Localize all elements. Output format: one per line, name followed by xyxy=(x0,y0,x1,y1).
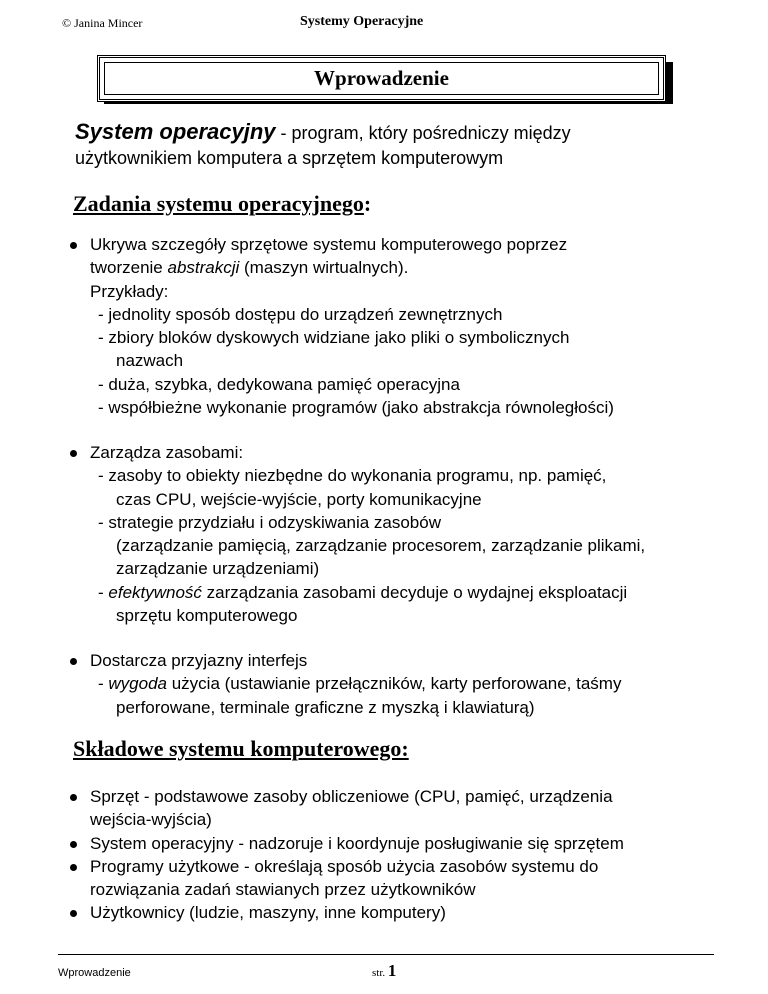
list-item xyxy=(70,855,730,902)
c3-b: rozwiązania zadań stawianych przez użytkowników xyxy=(90,880,476,900)
b3-convenience-term: wygoda xyxy=(108,674,167,694)
b2-s3rest: zarządzania zasobami decyduje o wydajnej eksploatacji xyxy=(201,582,628,602)
intro-line-1 xyxy=(75,120,715,146)
b1-l1: Ukrywa szczegóły sprzętowe systemu komputerowego poprzez xyxy=(90,235,568,254)
b2-s1b: czas CPU, wejście-wyjście, porty komunikacyjne xyxy=(116,489,482,509)
b2-sublist xyxy=(90,464,730,627)
c4-a: Użytkownicy (ludzie, maszyny, inne komputery) xyxy=(90,903,446,923)
bullet-icon xyxy=(70,242,77,249)
c2-a: System operacyjny - nadzoruje i koordynuje posługiwanie się sprzętem xyxy=(90,833,624,853)
list-item xyxy=(70,441,730,627)
b2-s1a: - zasoby to obiekty niezbędne do wykonania programu, np. pamięć, xyxy=(98,466,607,486)
b3-l1: Dostarcza przyjazny interfejs xyxy=(90,651,308,670)
intro-line-2: użytkownikiem komputera a sprzętem komputerowym xyxy=(75,148,504,168)
b1-l2a: tworzenie xyxy=(90,258,168,278)
course-header: Systemy Operacyjne xyxy=(300,14,424,29)
list-item xyxy=(70,901,730,924)
b2-s2 xyxy=(98,511,730,581)
bullet-icon xyxy=(70,794,77,801)
b2-s2c: zarządzanie urządzeniami) xyxy=(116,559,320,579)
tasks-list-3 xyxy=(70,649,730,719)
bullet-icon xyxy=(70,658,77,665)
list-item xyxy=(70,785,730,832)
intro-definition xyxy=(75,120,715,170)
c3-a: Programy użytkowe - określają sposób użycia zasobów systemu do xyxy=(90,856,599,876)
list-item xyxy=(70,649,730,719)
footer-section: Wprowadzenie xyxy=(58,967,131,979)
b3-s1 xyxy=(98,672,730,719)
page-number: 1 xyxy=(387,961,397,980)
intro-line1-rest: - program, który pośredniczy między xyxy=(275,123,571,143)
tasks-list-2 xyxy=(70,441,730,627)
footer-page-label: str. xyxy=(372,967,386,979)
b1-s4: - współbieżne wykonanie programów (jako abstrakcja równoległości) xyxy=(98,398,614,418)
b3-s1rest: użycia (ustawianie przełączników, karty perforowane, taśmy xyxy=(167,674,622,694)
b1-l2c: (maszyn wirtualnych). xyxy=(239,258,409,278)
section-heading-components: Składowe systemu komputerowego: xyxy=(73,736,409,761)
intro-term: System operacyjny xyxy=(75,119,276,144)
footer-page xyxy=(372,961,396,981)
c1-a: Sprzęt - podstawowe zasoby obliczeniowe (CPU, pamięć, urządzenia xyxy=(90,787,613,806)
b1-s2a: - zbiory bloków dyskowych widziane jako pliki o symbolicznych xyxy=(98,328,570,348)
b2-s2b: (zarządzanie pamięcią, zarządzanie procesorem, zarządzanie plikami, xyxy=(116,536,646,556)
bullet-icon xyxy=(70,450,77,457)
b3-sublist xyxy=(90,672,730,719)
components-list xyxy=(70,785,730,925)
author-header: © Janina Mincer xyxy=(62,16,143,30)
b1-sublist xyxy=(90,303,730,419)
section-heading-tasks-colon: : xyxy=(363,191,372,216)
b1-abstraction-term: abstrakcji xyxy=(167,258,240,278)
c1-b: wejścia-wyjścia) xyxy=(90,810,212,830)
b2-l1: Zarządza zasobami: xyxy=(90,443,244,462)
b1-l3: Przykłady: xyxy=(90,281,169,301)
b2-efficiency-term: efektywność xyxy=(108,582,202,602)
bullet-icon xyxy=(70,910,77,917)
b1-s1: - jednolity sposób dostępu do urządzeń zewnętrznych xyxy=(98,304,503,324)
footer-rule xyxy=(58,954,714,955)
b1-s3: - duża, szybka, dedykowana pamięć operacyjna xyxy=(98,374,460,394)
bullet-icon xyxy=(70,841,77,848)
section-heading-tasks xyxy=(73,191,371,217)
list-item xyxy=(70,832,730,855)
title-inner-frame xyxy=(104,62,659,95)
list-item xyxy=(70,233,730,419)
bullet-icon xyxy=(70,864,77,871)
b2-s3 xyxy=(98,581,730,628)
page-title: Wprowadzenie xyxy=(314,66,449,90)
b1-l2 xyxy=(90,256,730,279)
title-box xyxy=(97,55,666,102)
b2-s1 xyxy=(98,464,730,511)
b1-s2 xyxy=(98,326,730,373)
tasks-list-1 xyxy=(70,233,730,419)
b2-s2a: - strategie przydziału i odzyskiwania zasobów xyxy=(98,512,441,532)
b3-s1dash: - xyxy=(98,674,109,694)
b1-s2b: nazwach xyxy=(116,351,184,371)
section-heading-tasks-text: Zadania systemu operacyjnego xyxy=(73,191,364,216)
b2-s3dash: - xyxy=(98,582,109,602)
b3-s1b: perforowane, terminale graficzne z myszką i klawiaturą) xyxy=(116,697,535,717)
b2-s3b: sprzętu komputerowego xyxy=(116,606,298,626)
